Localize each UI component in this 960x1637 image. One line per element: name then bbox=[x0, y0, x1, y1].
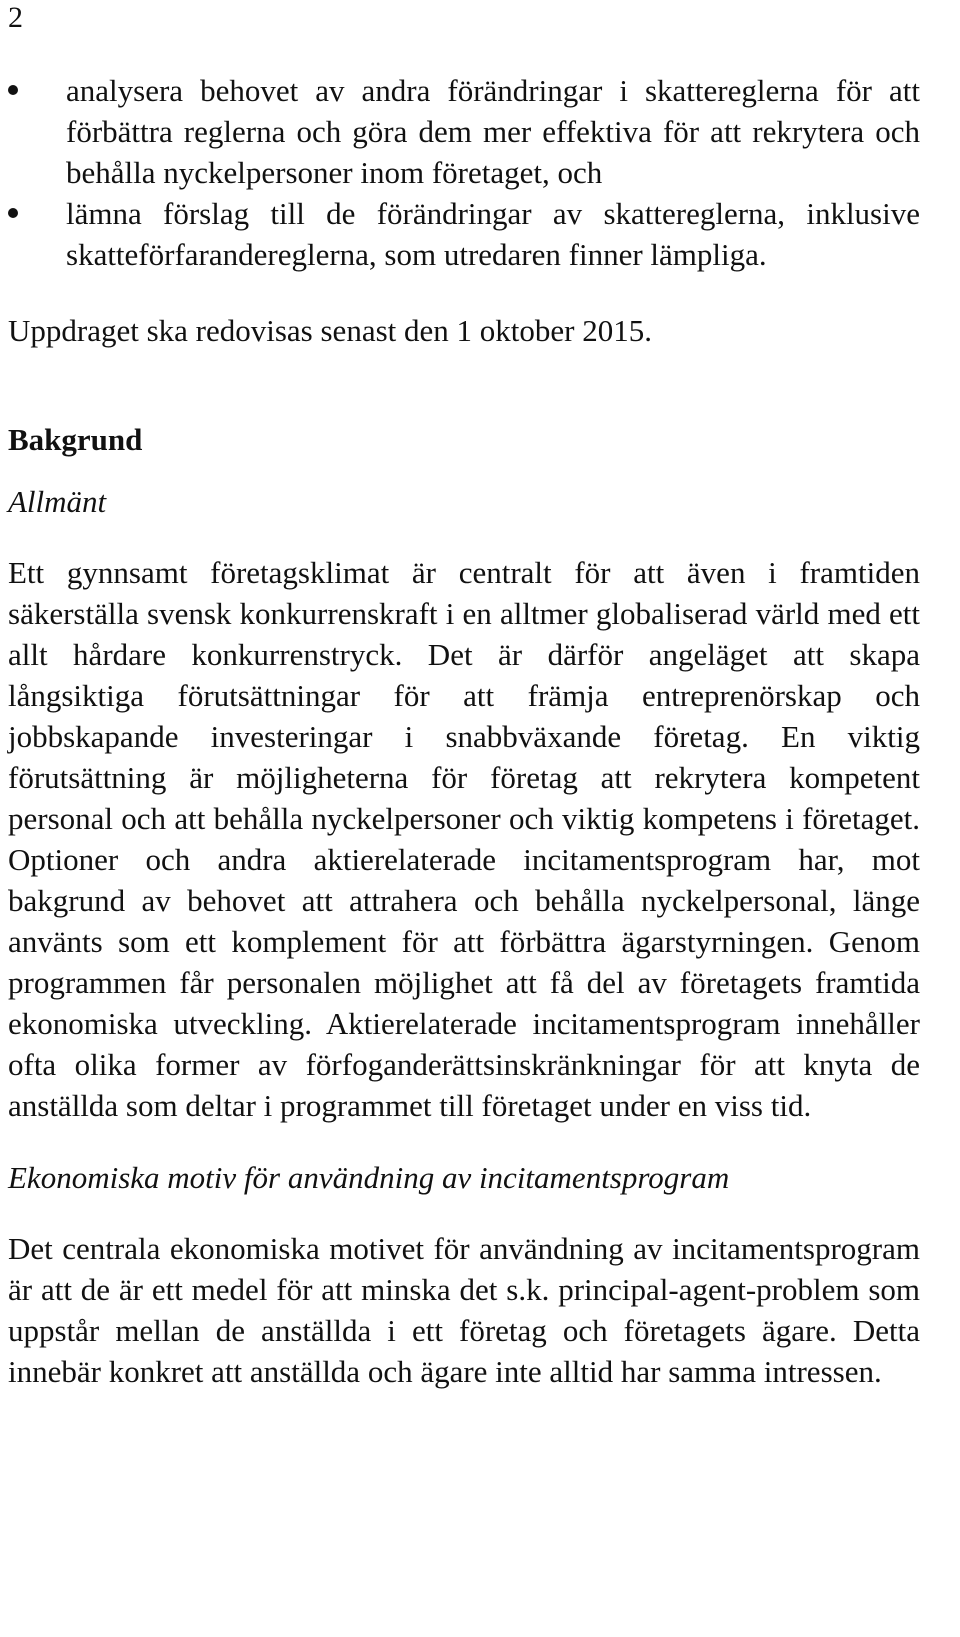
document-body bbox=[8, 70, 920, 1423]
task-list bbox=[8, 70, 920, 275]
bullet-icon bbox=[8, 85, 18, 95]
body-paragraph: Ett gynnsamt företagsklimat är centralt för att även i framtiden säkerställa svensk konkurrenskraft i en alltmer globaliserad värld med ett allt hårdare konkurrenstryck. Det är därför angeläget att skapa långsiktiga förutsättningar för att främja entreprenörskap och jobbskapande investeringar i snabbväxande företag. En viktig förutsättning är möjligheterna för företag att rekrytera kompetent personal och att behålla nyckelpersoner och viktig kompetens i företaget. Optioner och andra aktierelaterade incitamentsprogram har, mot bakgrund av behovet att attrahera och behålla nyckelpersonal, länge använts som ett komplement för att förbättra ägarstyrningen. Genom programmen får personalen möjlighet att få del av företagets framtida ekonomiska utveckling. Aktierelaterade incitamentsprogram innehåller ofta olika former av förfoganderättsinskränkningar för att knyta de anställda som deltar i programmet till företaget under en viss tid. bbox=[8, 555, 920, 1123]
list-item bbox=[8, 193, 920, 275]
section-heading: Bakgrund bbox=[8, 422, 143, 457]
list-item-text: analysera behovet av andra förändringar i skattereglerna för att förbättra reglerna och göra dem mer effektiva för att rekrytera och behålla nyckelpersoner inom företaget, och bbox=[66, 73, 920, 190]
deadline-text: Uppdraget ska redovisas senast den 1 oktober 2015. bbox=[8, 313, 652, 348]
list-item bbox=[8, 70, 920, 193]
list-item-text: lämna förslag till de förändringar av skattereglerna, inklusive skatteförfarandereglerna, som utredaren finner lämpliga. bbox=[66, 196, 920, 272]
section-subheading: Allmänt bbox=[8, 484, 107, 519]
page-number: 2 bbox=[8, 1, 23, 34]
bullet-icon bbox=[8, 208, 18, 218]
body-paragraph: Det centrala ekonomiska motivet för användning av incitamentsprogram är att de är ett medel för att minska det s.k. principal-agent-problem som uppstår mellan de anställda i ett företag och företagets ägare. Detta innebär konkret att anställda och ägare inte alltid har samma intressen. bbox=[8, 1231, 920, 1389]
section-subheading: Ekonomiska motiv för användning av incitamentsprogram bbox=[8, 1160, 730, 1195]
